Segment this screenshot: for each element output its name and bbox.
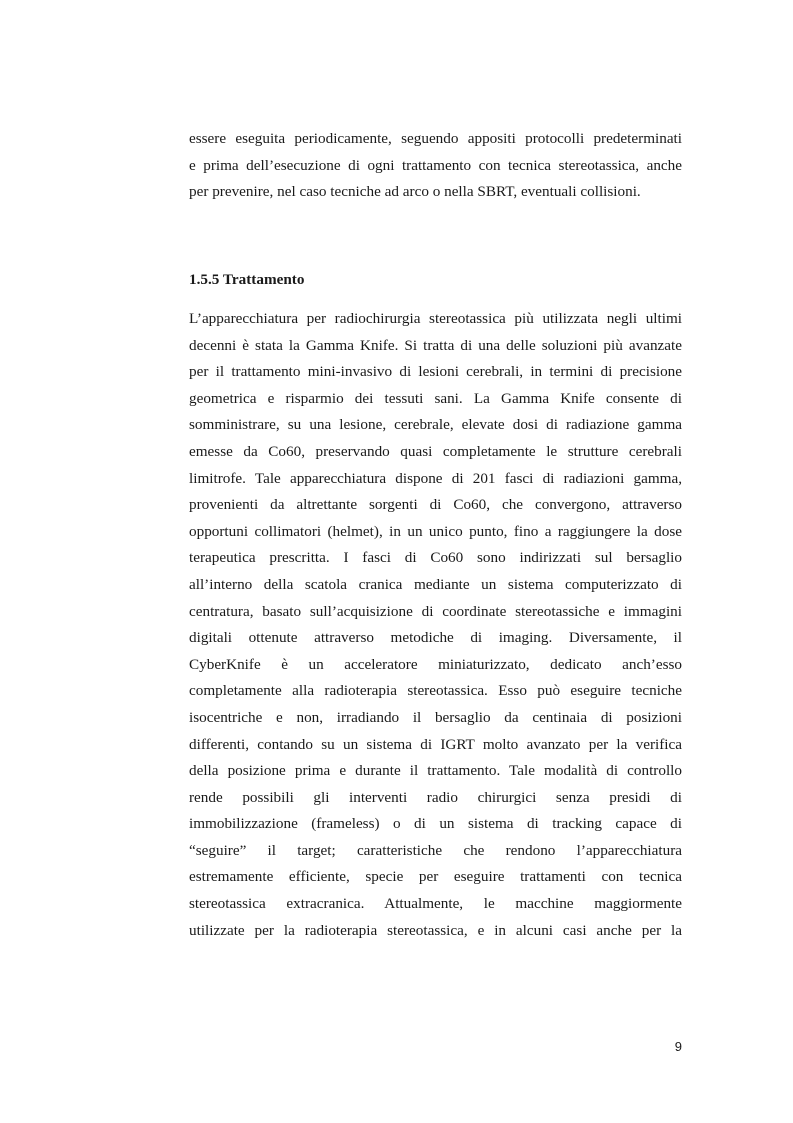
text-line: provenienti da altrettante sorgenti di Co60, che convergono, attraverso bbox=[189, 496, 682, 514]
text-line: immobilizzazione (frameless) o di un sistema di tracking capace di bbox=[189, 815, 682, 833]
text-line: L’apparecchiatura per radiochirurgia stereotassica più utilizzata negli ultimi bbox=[189, 310, 682, 327]
text-line: per prevenire, nel caso tecniche ad arco o nella SBRT, eventuali collisioni. bbox=[189, 183, 641, 201]
paragraph-intro bbox=[189, 126, 682, 206]
section-heading: 1.5.5 Trattamento bbox=[189, 271, 305, 288]
text-line: utilizzate per la radioterapia stereotassica, e in alcuni casi anche per la bbox=[189, 921, 682, 939]
text-line: terapeutica prescritta. I fasci di Co60 sono indirizzati sul bersaglio bbox=[189, 549, 682, 567]
text-line: stereotassica extracranica. Attualmente, le macchine maggiormente bbox=[189, 895, 682, 913]
text-line: differenti, contando su un sistema di IGRT molto avanzato per la verifica bbox=[189, 735, 682, 753]
text-line: CyberKnife è un acceleratore miniaturizzato, dedicato anch’esso bbox=[189, 655, 682, 673]
text-line: digitali ottenute attraverso metodiche di imaging. Diversamente, il bbox=[189, 629, 682, 647]
page-number: 9 bbox=[674, 1039, 682, 1054]
text-line: somministrare, su una lesione, cerebrale, elevate dosi di radiazione gamma bbox=[189, 416, 682, 434]
text-line: centratura, basato sull’acquisizione di coordinate stereotassiche e immagini bbox=[189, 602, 682, 620]
text-line: emesse da Co60, preservando quasi completamente le strutture cerebrali bbox=[189, 442, 682, 460]
text-line: “seguire” il target; caratteristiche che rendono l’apparecchiatura bbox=[189, 841, 682, 859]
text-line: e prima dell’esecuzione di ogni trattamento con tecnica stereotassica, anche bbox=[189, 156, 682, 174]
text-line: limitrofe. Tale apparecchiatura dispone di 201 fasci di radiazioni gamma, bbox=[189, 469, 682, 487]
text-line: isocentriche e non, irradiando il bersaglio da centinaia di posizioni bbox=[189, 708, 682, 726]
text-line: essere eseguita periodicamente, seguendo appositi protocolli predeterminati bbox=[189, 130, 682, 147]
text-line: all’interno della scatola cranica mediante un sistema computerizzato di bbox=[189, 575, 682, 593]
text-line: completamente alla radioterapia stereotassica. Esso può eseguire tecniche bbox=[189, 682, 682, 700]
text-line: geometrica e risparmio dei tessuti sani. La Gamma Knife consente di bbox=[189, 389, 682, 407]
text-line: rende possibili gli interventi radio chirurgici senza presidi di bbox=[189, 788, 682, 806]
text-line: della posizione prima e durante il trattamento. Tale modalità di controllo bbox=[189, 762, 682, 780]
paragraph-treatment bbox=[189, 306, 682, 944]
text-line: decenni è stata la Gamma Knife. Si tratta di una delle soluzioni più avanzate bbox=[189, 336, 682, 354]
text-line: per il trattamento mini-invasivo di lesioni cerebrali, in termini di precisione bbox=[189, 363, 682, 381]
text-line: opportuni collimatori (helmet), in un unico punto, fino a raggiungere la dose bbox=[189, 522, 682, 540]
text-line: estremamente efficiente, specie per eseguire trattamenti con tecnica bbox=[189, 868, 682, 886]
